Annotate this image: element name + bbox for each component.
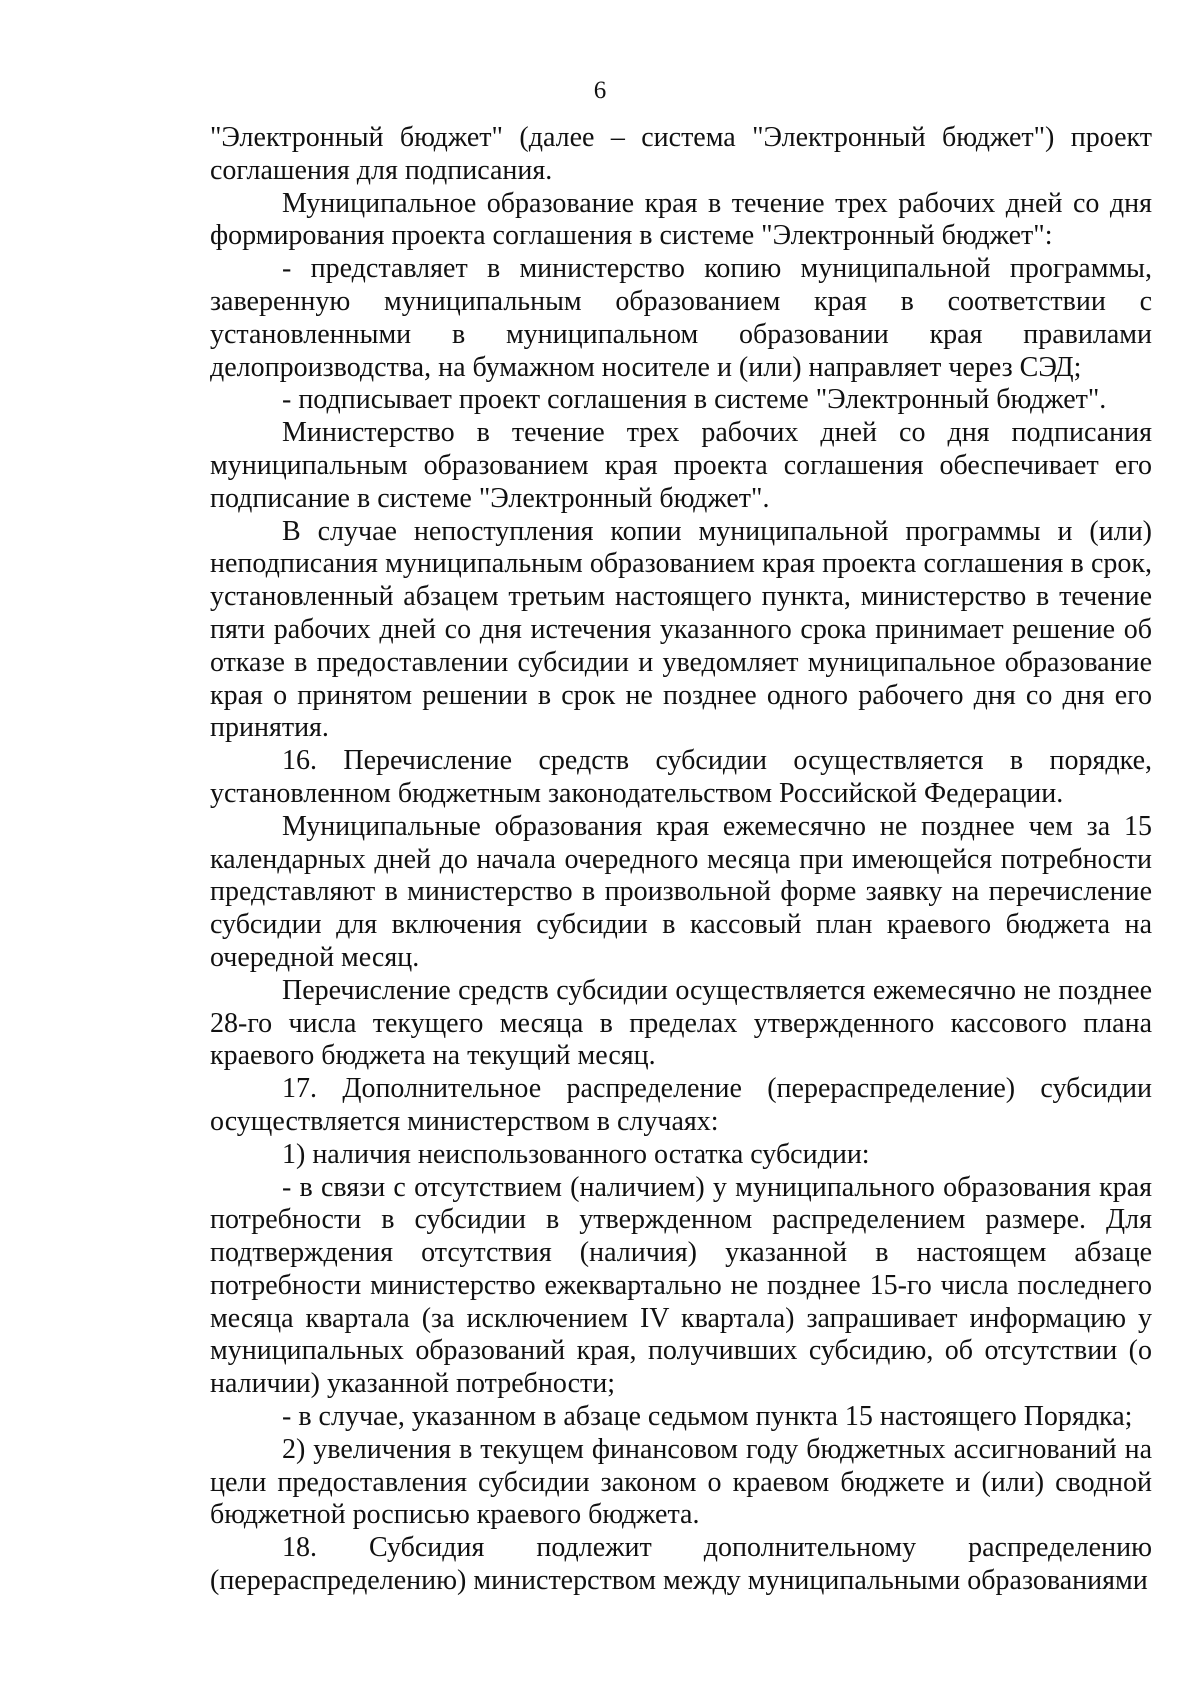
document-body	[210, 122, 1152, 1598]
list-item: 1) наличия неиспользованного остатка субсидии:	[282, 1138, 870, 1170]
list-item: - в связи с отсутствием (наличием) у муниципального образования края потребности в субсидии в утвержденном распределением размере. Для подтверждения отсутствия (наличия) указанной в настоящем абзаце потребности министерство ежеквартально не позднее 15-го числа последнего месяца квартала (за исключением IV квартала) запрашивает информацию у муниципальных образований края, получивших субсидию, об отсутствии (о наличии) указанной потребности;	[210, 1171, 1152, 1400]
paragraph: В случае непоступления копии муниципальной программы и (или) неподписания муниципальным образованием края проекта соглашения в срок, установленный абзацем третьим настоящего пункта, министерство в течение пяти рабочих дней со дня истечения указанного срока принимает решение об отказе в предоставлении субсидии и уведомляет муниципальное образование края о принятом решении в срок не позднее одного рабочего дня со дня его принятия.	[210, 515, 1152, 744]
paragraph: Муниципальные образования края ежемесячно не позднее чем за 15 календарных дней до начала очередного месяца при имеющейся потребности представляют в министерство в произвольной форме заявку на перечисление субсидии для включения субсидии в кассовый план краевого бюджета на очередной месяц.	[210, 810, 1152, 973]
list-item: - подписывает проект соглашения в системе "Электронный бюджет".	[282, 384, 1107, 416]
paragraph: Муниципальное образование края в течение трех рабочих дней со дня формирования проекта соглашения в системе "Электронный бюджет":	[210, 187, 1152, 252]
list-item: - в случае, указанном в абзаце седьмом пункта 15 настоящего Порядка;	[282, 1401, 1133, 1433]
paragraph: Министерство в течение трех рабочих дней со дня подписания муниципальным образованием края проекта соглашения обеспечивает его подписание в системе "Электронный бюджет".	[210, 417, 1152, 514]
list-item: 2) увеличения в текущем финансовом году бюджетных ассигнований на цели предоставления субсидии законом о краевом бюджете и (или) сводной бюджетной росписью краевого бюджета.	[210, 1433, 1152, 1531]
page-number: 6	[593, 77, 607, 104]
paragraph: Перечисление средств субсидии осуществляется ежемесячно не позднее 28-го числа текущего месяца в пределах утвержденного кассового плана краевого бюджета на текущий месяц.	[210, 974, 1152, 1072]
paragraph: "Электронный бюджет" (далее – система "Электронный бюджет") проект соглашения для подписания.	[210, 122, 1152, 186]
clause-16: 16. Перечисление средств субсидии осуществляется в порядке, установленном бюджетным законодательством Российской Федерации.	[210, 745, 1152, 809]
list-item: - представляет в министерство копию муниципальной программы, заверенную муниципальным образованием края в соответствии с установленными в муниципальном образовании края правилами делопроизводства, на бумажном носителе и (или) направляет через СЭД;	[210, 253, 1152, 383]
clause-18: 18. Субсидия подлежит дополнительному распределению (перераспределению) министерством между муниципальными образованиями	[210, 1532, 1152, 1597]
clause-17: 17. Дополнительное распределение (перераспределение) субсидии осуществляется министерством в случаях:	[210, 1073, 1152, 1137]
